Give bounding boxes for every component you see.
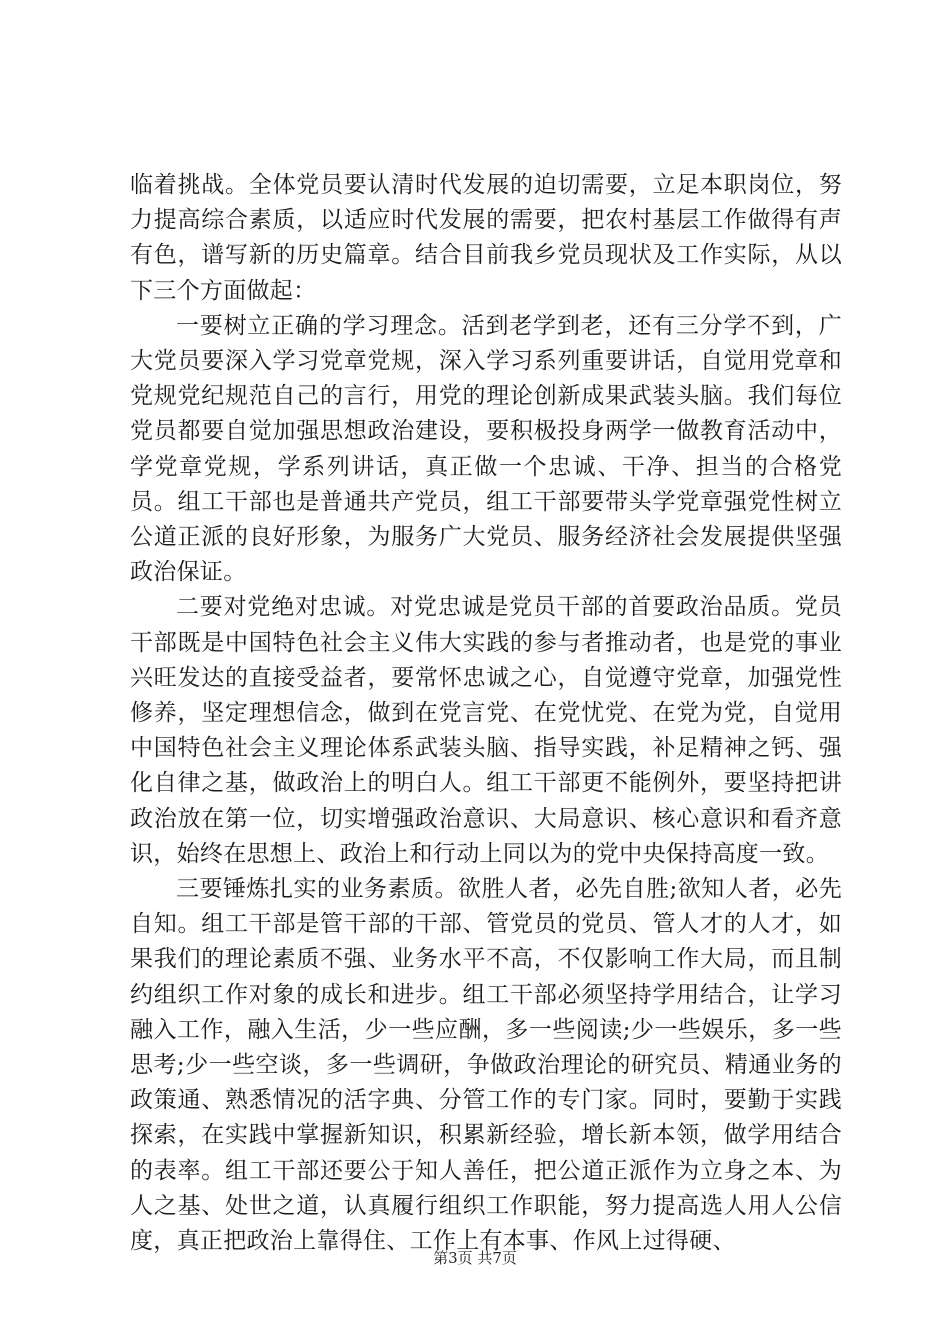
document-body xyxy=(130,168,842,1259)
page-number-footer: 第3页 共7页 xyxy=(433,1249,517,1267)
paragraph-study-concept: 一要树立正确的学习理念。活到老学到老，还有三分学不到，广大党员要深入学习党章党规，深入学习系列重要讲话，自觉用党章和党规党纪规范自己的言行，用党的理论创新成果武装头脑。我们每位党员都要自觉加强思想政治建设，要积极投身两学一做教育活动中，学党章党规，学系列讲话，真正做一个忠诚、干净、担当的合格党员。组工干部也是普通共产党员，组工干部要带头学党章强党性树立公道正派的良好形象，为服务广大党员、服务经济社会发展提供坚强政治保证。 xyxy=(130,312,842,586)
paragraph-loyalty: 二要对党绝对忠诚。对党忠诚是党员干部的首要政治品质。党员干部既是中国特色社会主义伟大实践的参与者推动者，也是党的事业兴旺发达的直接受益者，要常怀忠诚之心，自觉遵守党章，加强党性修养，坚定理想信念，做到在党言党、在党忧党、在党为党，自觉用中国特色社会主义理论体系武装头脑、指导实践，补足精神之钙、强化自律之基，做政治上的明白人。组工干部更不能例外，要坚持把讲政治放在第一位，切实增强政治意识、大局意识、核心意识和看齐意识，始终在思想上、政治上和行动上同以为的党中央保持高度一致。 xyxy=(130,594,842,867)
paragraph-continuation: 临着挑战。全体党员要认清时代发展的迫切需要，立足本职岗位，努力提高综合素质，以适应时代发展的需要，把农村基层工作做得有声有色，谱写新的历史篇章。结合目前我乡党员现状及工作实际，从以下三个方面做起： xyxy=(130,172,842,304)
paragraph-professional-quality: 三要锤炼扎实的业务素质。欲胜人者，必先自胜;欲知人者，必先自知。组工干部是管干部的干部、管党员的党员、管人才的人才，如果我们的理论素质不强、业务水平不高，不仅影响工作大局，而且制约组织工作对象的成长和进步。组工干部必须坚持学用结合，让学习融入工作，融入生活，少一些应酬，多一些阅读;少一些娱乐，多一些思考;少一些空谈，多一些调研，争做政治理论的研究员、精通业务的政策通、熟悉情况的活字典、分管工作的专门家。同时，要勤于实践探索，在实践中掌握新知识，积累新经验，增长新本领，做学用结合的表率。组工干部还要公于知人善任，把公道正派作为立身之本、为人之基、处世之道，认真履行组织工作职能，努力提高选人用人公信度，真正把政治上靠得住、工作上有本事、作风上过得硬、 xyxy=(130,876,842,1255)
